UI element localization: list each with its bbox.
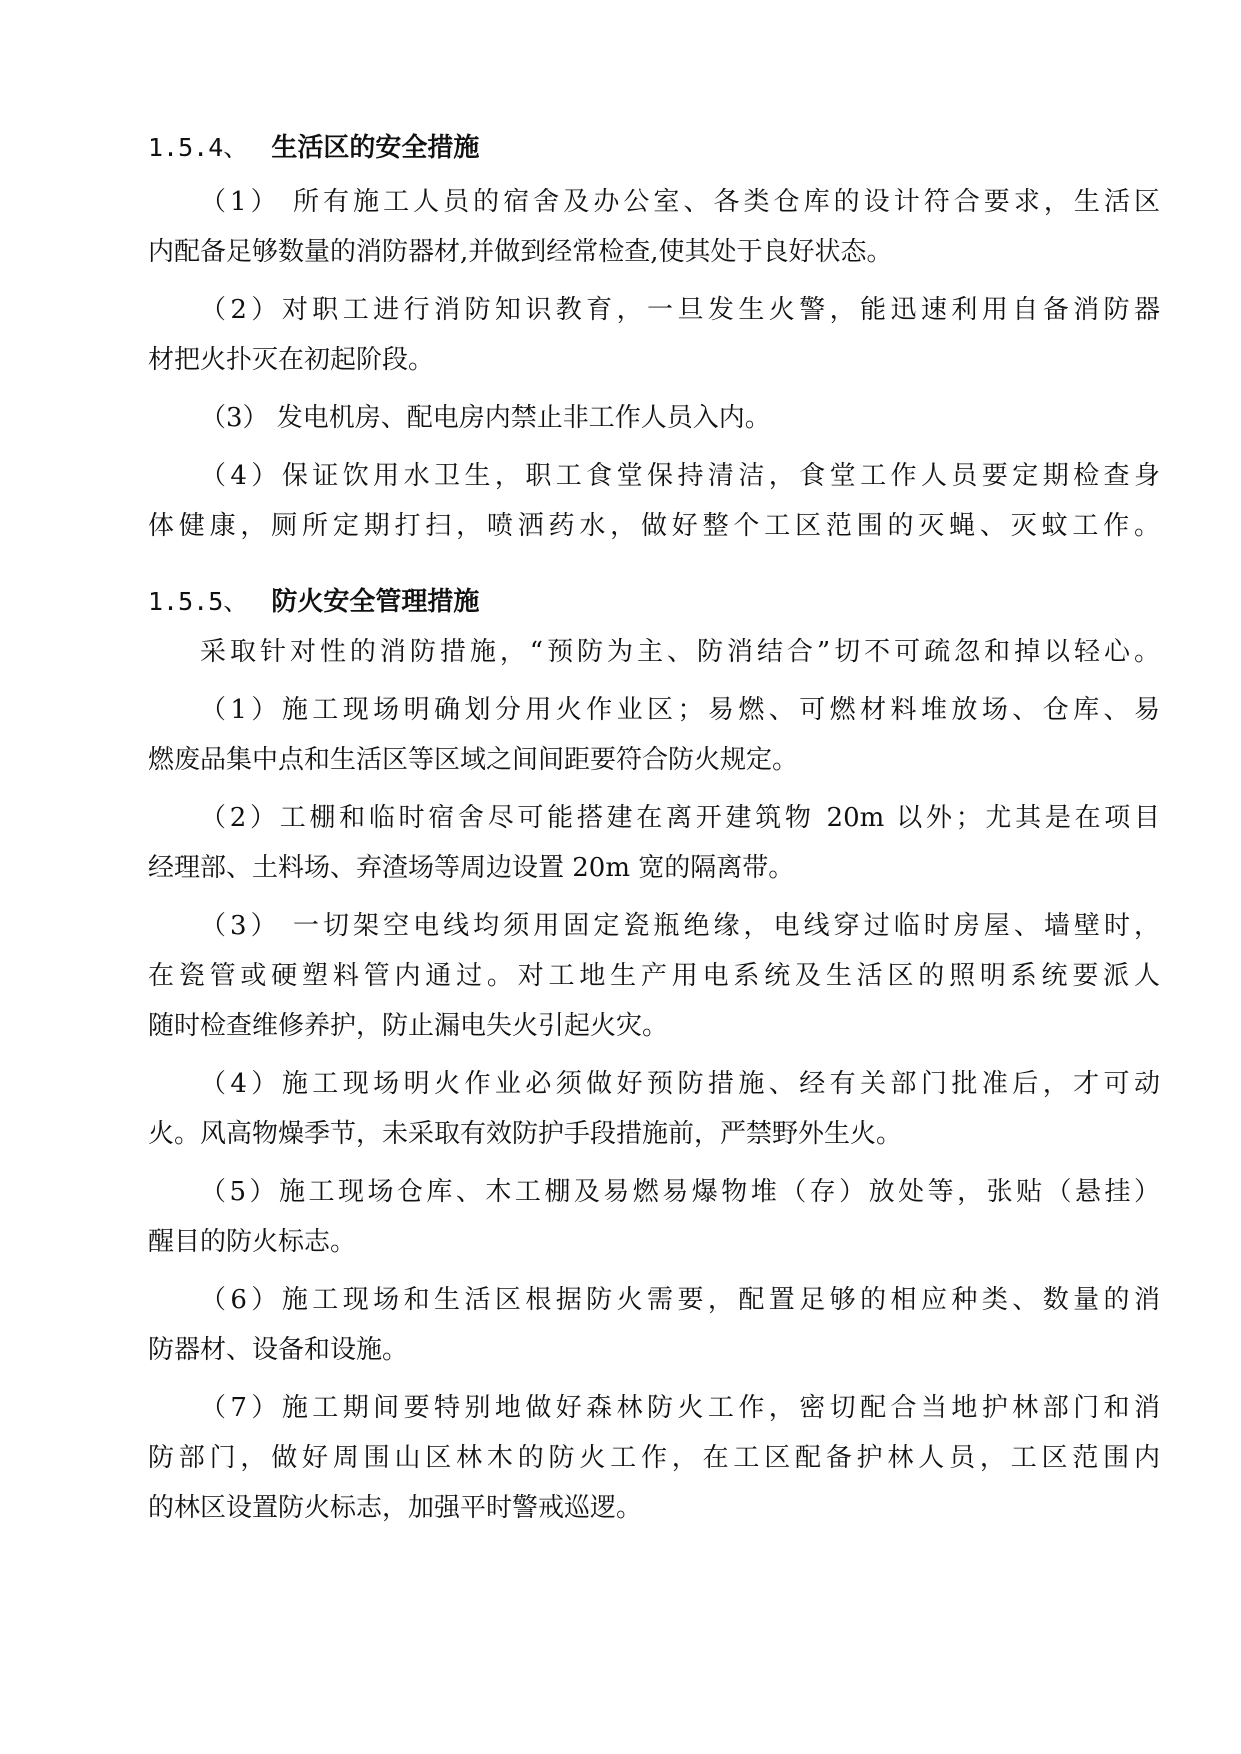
- paragraph-line: 火。风高物燥季节，未采取有效防护手段措施前，严禁野外生火。: [148, 1119, 903, 1149]
- paragraph-line: （4）保证饮用水卫生，职工食堂保持清洁，食堂工作人员要定期检查身: [200, 461, 1160, 491]
- paragraph-line: （3） 一切架空电线均须用固定瓷瓶绝缘，电线穿过临时房屋、墙壁时，: [200, 911, 1160, 941]
- paragraph-line: （2）工棚和临时宿舍尽可能搭建在离开建筑物 20m 以外；尤其是在项目: [200, 803, 1160, 833]
- section-number: 1.5.5、: [148, 587, 249, 616]
- section-heading-1-5-4: [148, 128, 479, 168]
- paragraph-line: 防器材、设备和设施。: [148, 1335, 409, 1365]
- paragraph-line: 随时检查维修养护，防止漏电失火引起火灾。: [148, 1011, 669, 1041]
- paragraph-line: 的林区设置防火标志，加强平时警戒巡逻。: [148, 1493, 643, 1523]
- section-title: 生活区的安全措施: [271, 133, 480, 163]
- paragraph-line: 醒目的防火标志。: [148, 1227, 357, 1257]
- paragraph-line: （4）施工现场明火作业必须做好预防措施、经有关部门批准后，才可动: [200, 1069, 1160, 1099]
- paragraph-line: 燃废品集中点和生活区等区域之间间距要符合防火规定。: [148, 745, 799, 775]
- paragraph-line: 经理部、土料场、弃渣场等周边设置 20m 宽的隔离带。: [148, 853, 795, 883]
- paragraph-line: （1） 所有施工人员的宿舍及办公室、各类仓库的设计符合要求，生活区: [200, 187, 1160, 217]
- section-title: 防火安全管理措施: [271, 587, 480, 617]
- paragraph-line: 采取针对性的消防措施，“预防为主、防消结合”切不可疏忽和掉以轻心。: [200, 637, 1160, 667]
- paragraph-line: 防部门，做好周围山区林木的防火工作，在工区配备护林人员，工区范围内: [148, 1443, 1160, 1473]
- paragraph-line: （2）对职工进行消防知识教育，一旦发生火警，能迅速利用自备消防器: [200, 295, 1160, 325]
- paragraph-line: 体健康，厕所定期打扫，喷洒药水，做好整个工区范围的灭蝇、灭蚊工作。: [148, 511, 1160, 541]
- paragraph-line: （1）施工现场明确划分用火作业区；易燃、可燃材料堆放场、仓库、易: [200, 695, 1160, 725]
- paragraph-line: （5）施工现场仓库、木工棚及易燃易爆物堆（存）放处等，张贴（悬挂）: [200, 1177, 1160, 1207]
- paragraph-line: （7）施工期间要特别地做好森林防火工作，密切配合当地护林部门和消: [200, 1393, 1160, 1423]
- paragraph-line: （3） 发电机房、配电房内禁止非工作人员入内。: [200, 403, 771, 433]
- paragraph-line: 内配备足够数量的消防器材,并做到经常检查,使其处于良好状态。: [148, 237, 893, 267]
- paragraph-line: （6）施工现场和生活区根据防火需要，配置足够的相应种类、数量的消: [200, 1285, 1160, 1315]
- paragraph-line: 在瓷管或硬塑料管内通过。对工地生产用电系统及生活区的照明系统要派人: [148, 961, 1160, 991]
- section-heading-1-5-5: [148, 582, 479, 622]
- paragraph-line: 材把火扑灭在初起阶段。: [148, 345, 435, 375]
- section-number: 1.5.4、: [148, 133, 249, 162]
